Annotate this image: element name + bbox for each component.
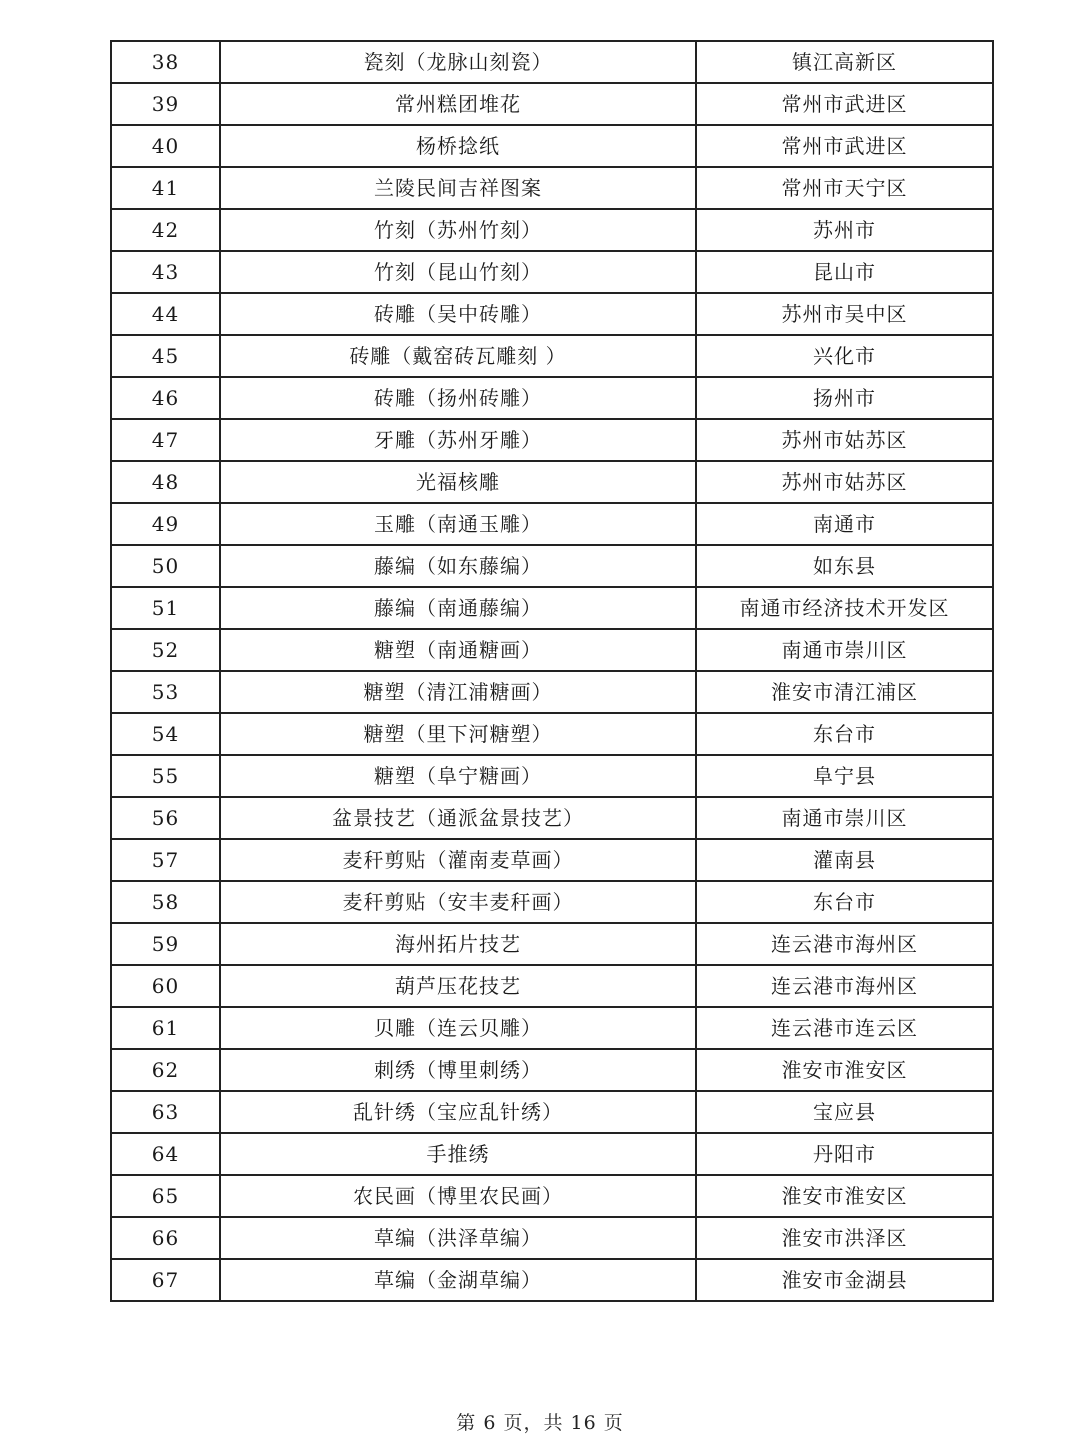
table-row [111, 1133, 993, 1175]
item-name-cell: 砖雕（吴中砖雕） [220, 293, 696, 335]
item-name-cell: 手推绣 [220, 1133, 696, 1175]
table-row [111, 629, 993, 671]
table-row [111, 1091, 993, 1133]
region-cell: 常州市武进区 [696, 83, 993, 125]
item-name-cell: 葫芦压花技艺 [220, 965, 696, 1007]
row-number-cell: 42 [111, 209, 220, 251]
table-row [111, 545, 993, 587]
item-name-cell: 玉雕（南通玉雕） [220, 503, 696, 545]
item-name-cell: 光福核雕 [220, 461, 696, 503]
item-name-cell: 兰陵民间吉祥图案 [220, 167, 696, 209]
table-row [111, 1217, 993, 1259]
table-row [111, 83, 993, 125]
row-number-cell: 66 [111, 1217, 220, 1259]
item-name-cell: 竹刻（昆山竹刻） [220, 251, 696, 293]
row-number-cell: 53 [111, 671, 220, 713]
table-row [111, 923, 993, 965]
region-cell: 兴化市 [696, 335, 993, 377]
region-cell: 淮安市淮安区 [696, 1175, 993, 1217]
row-number-cell: 64 [111, 1133, 220, 1175]
table-row [111, 461, 993, 503]
item-name-cell: 糖塑（南通糖画） [220, 629, 696, 671]
table-row [111, 335, 993, 377]
item-name-cell: 砖雕（扬州砖雕） [220, 377, 696, 419]
item-name-cell: 海州拓片技艺 [220, 923, 696, 965]
region-cell: 扬州市 [696, 377, 993, 419]
region-cell: 苏州市吴中区 [696, 293, 993, 335]
region-cell: 灌南县 [696, 839, 993, 881]
row-number-cell: 62 [111, 1049, 220, 1091]
region-cell: 宝应县 [696, 1091, 993, 1133]
table-row [111, 671, 993, 713]
region-cell: 南通市经济技术开发区 [696, 587, 993, 629]
region-cell: 连云港市海州区 [696, 965, 993, 1007]
table-body [111, 41, 993, 1301]
row-number-cell: 38 [111, 41, 220, 83]
item-name-cell: 农民画（博里农民画） [220, 1175, 696, 1217]
table-row [111, 251, 993, 293]
region-cell: 南通市 [696, 503, 993, 545]
item-name-cell: 麦秆剪贴（安丰麦秆画） [220, 881, 696, 923]
item-name-cell: 刺绣（博里刺绣） [220, 1049, 696, 1091]
item-name-cell: 乱针绣（宝应乱针绣） [220, 1091, 696, 1133]
region-cell: 淮安市淮安区 [696, 1049, 993, 1091]
row-number-cell: 67 [111, 1259, 220, 1301]
item-name-cell: 藤编（如东藤编） [220, 545, 696, 587]
row-number-cell: 39 [111, 83, 220, 125]
row-number-cell: 57 [111, 839, 220, 881]
table-row [111, 1049, 993, 1091]
heritage-list-table [110, 40, 994, 1302]
row-number-cell: 40 [111, 125, 220, 167]
row-number-cell: 43 [111, 251, 220, 293]
item-name-cell: 竹刻（苏州竹刻） [220, 209, 696, 251]
table-row [111, 839, 993, 881]
table-row [111, 713, 993, 755]
table-row [111, 503, 993, 545]
table-row [111, 377, 993, 419]
table-row [111, 125, 993, 167]
region-cell: 淮安市金湖县 [696, 1259, 993, 1301]
region-cell: 淮安市洪泽区 [696, 1217, 993, 1259]
item-name-cell: 牙雕（苏州牙雕） [220, 419, 696, 461]
region-cell: 连云港市海州区 [696, 923, 993, 965]
row-number-cell: 55 [111, 755, 220, 797]
row-number-cell: 60 [111, 965, 220, 1007]
row-number-cell: 56 [111, 797, 220, 839]
row-number-cell: 41 [111, 167, 220, 209]
row-number-cell: 51 [111, 587, 220, 629]
row-number-cell: 46 [111, 377, 220, 419]
row-number-cell: 44 [111, 293, 220, 335]
region-cell: 连云港市连云区 [696, 1007, 993, 1049]
table-row [111, 755, 993, 797]
table-row [111, 293, 993, 335]
item-name-cell: 贝雕（连云贝雕） [220, 1007, 696, 1049]
row-number-cell: 45 [111, 335, 220, 377]
item-name-cell: 草编（洪泽草编） [220, 1217, 696, 1259]
region-cell: 阜宁县 [696, 755, 993, 797]
region-cell: 淮安市清江浦区 [696, 671, 993, 713]
row-number-cell: 49 [111, 503, 220, 545]
item-name-cell: 糖塑（清江浦糖画） [220, 671, 696, 713]
region-cell: 苏州市姑苏区 [696, 419, 993, 461]
item-name-cell: 砖雕（戴窑砖瓦雕刻 ） [220, 335, 696, 377]
item-name-cell: 藤编（南通藤编） [220, 587, 696, 629]
table-row [111, 41, 993, 83]
region-cell: 南通市崇川区 [696, 797, 993, 839]
row-number-cell: 61 [111, 1007, 220, 1049]
item-name-cell: 麦秆剪贴（灌南麦草画） [220, 839, 696, 881]
table-row [111, 587, 993, 629]
item-name-cell: 杨桥捻纸 [220, 125, 696, 167]
row-number-cell: 48 [111, 461, 220, 503]
region-cell: 苏州市姑苏区 [696, 461, 993, 503]
table-row [111, 1175, 993, 1217]
region-cell: 常州市武进区 [696, 125, 993, 167]
row-number-cell: 58 [111, 881, 220, 923]
table-row [111, 1259, 993, 1301]
item-name-cell: 糖塑（里下河糖塑） [220, 713, 696, 755]
table-row [111, 797, 993, 839]
region-cell: 如东县 [696, 545, 993, 587]
item-name-cell: 草编（金湖草编） [220, 1259, 696, 1301]
item-name-cell: 糖塑（阜宁糖画） [220, 755, 696, 797]
page-number-footer: 第 6 页，共 16 页 [456, 1412, 624, 1434]
row-number-cell: 54 [111, 713, 220, 755]
region-cell: 昆山市 [696, 251, 993, 293]
row-number-cell: 63 [111, 1091, 220, 1133]
region-cell: 东台市 [696, 713, 993, 755]
item-name-cell: 常州糕团堆花 [220, 83, 696, 125]
item-name-cell: 盆景技艺（通派盆景技艺） [220, 797, 696, 839]
table-row [111, 965, 993, 1007]
item-name-cell: 瓷刻（龙脉山刻瓷） [220, 41, 696, 83]
table-row [111, 881, 993, 923]
row-number-cell: 52 [111, 629, 220, 671]
region-cell: 常州市天宁区 [696, 167, 993, 209]
row-number-cell: 50 [111, 545, 220, 587]
table-row [111, 1007, 993, 1049]
row-number-cell: 59 [111, 923, 220, 965]
region-cell: 南通市崇川区 [696, 629, 993, 671]
row-number-cell: 65 [111, 1175, 220, 1217]
region-cell: 苏州市 [696, 209, 993, 251]
row-number-cell: 47 [111, 419, 220, 461]
table-row [111, 419, 993, 461]
region-cell: 镇江高新区 [696, 41, 993, 83]
region-cell: 东台市 [696, 881, 993, 923]
region-cell: 丹阳市 [696, 1133, 993, 1175]
table-row [111, 167, 993, 209]
table-row [111, 209, 993, 251]
